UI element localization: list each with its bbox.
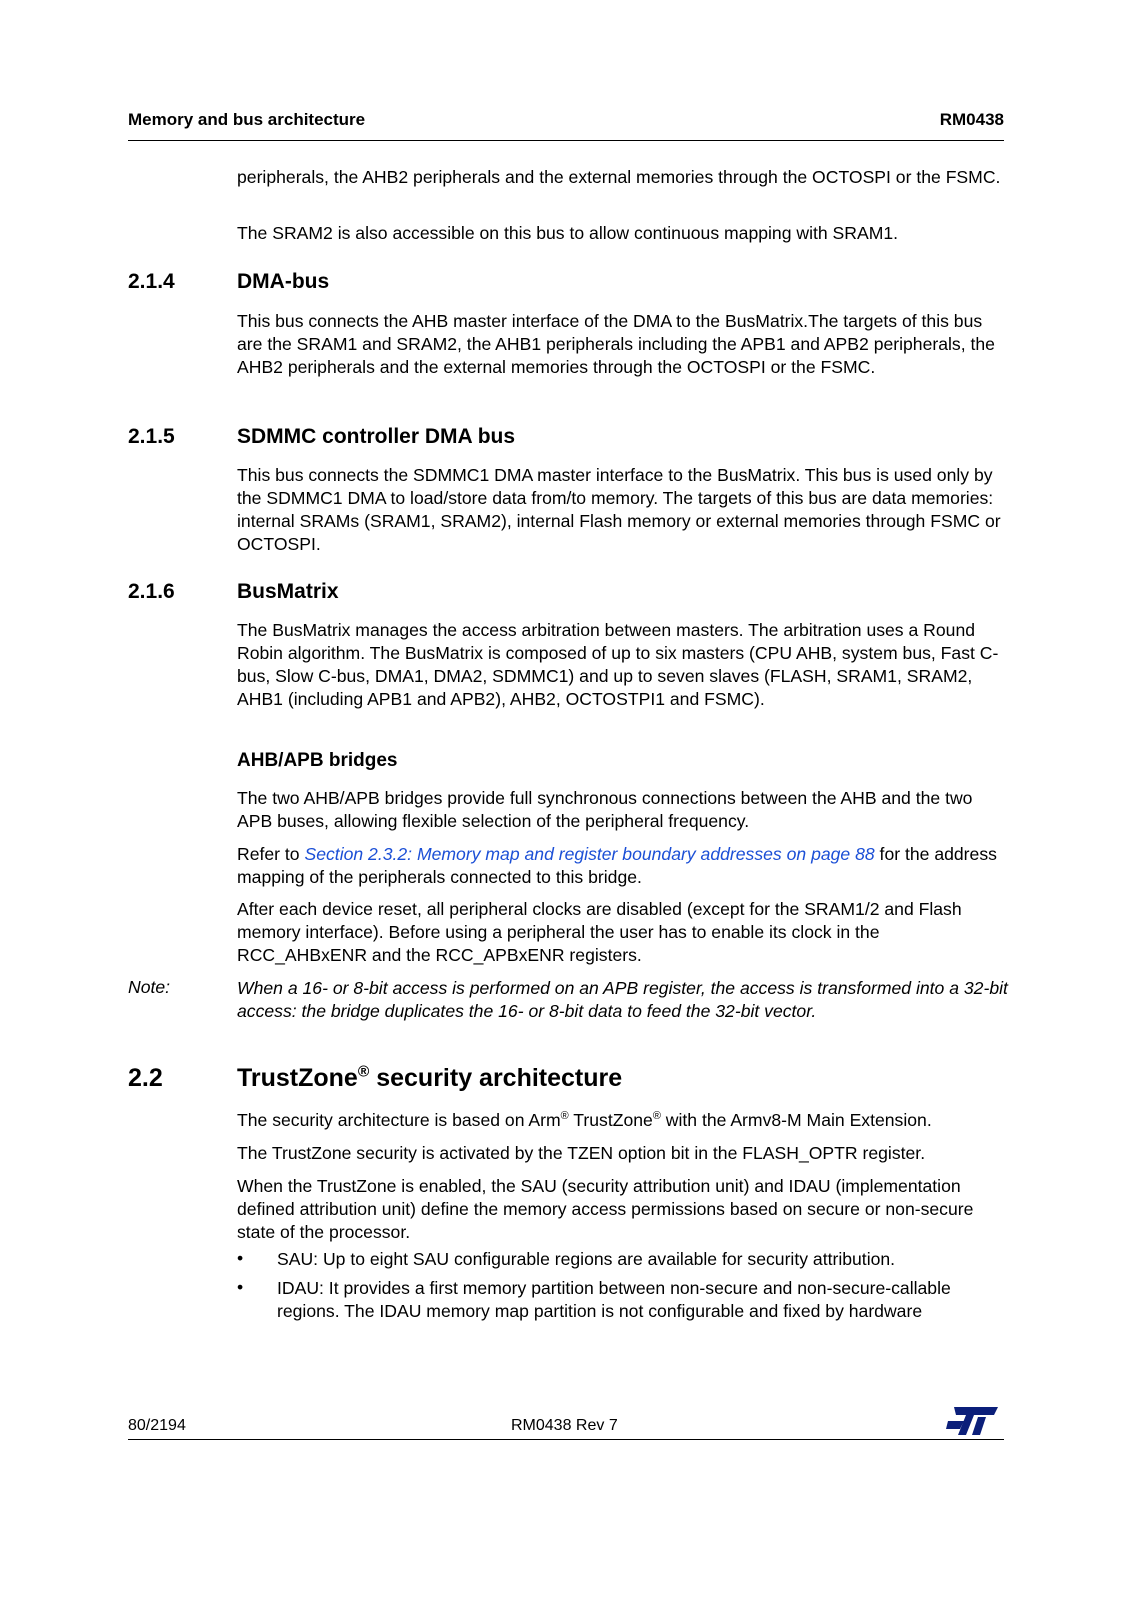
st-logo-icon: [944, 1405, 1000, 1437]
header-section-title: Memory and bus architecture: [128, 110, 366, 129]
bridges-paragraph-1: The two AHB/APB bridges provide full synchronous connections between the AHB and the two APB buses, allowing flexible selection of the peripheral frequency.: [237, 788, 973, 831]
section-2-1-6-number: 2.1.6: [128, 580, 175, 603]
note-label: Note:: [128, 977, 171, 997]
bridges-paragraph-2-suffix: for the address mapping of the peripherals connected to this bridge.: [237, 844, 997, 887]
bridges-paragraph-2: [237, 843, 1011, 889]
note-text: When a 16- or 8-bit access is performed on an APB register, the access is transformed into a 32-bit access: the bridge duplicates the 16- or 8-bit data to feed the 32-bit vector.: [237, 978, 1008, 1021]
registered-mark: ®: [357, 1063, 370, 1081]
registered-mark: ®: [560, 1110, 569, 1123]
intro-paragraph-1: peripherals, the AHB2 peripherals and the external memories through the OCTOSPI or the FSMC.: [237, 167, 1001, 187]
section-2-2-title-b: security architecture: [369, 1064, 623, 1092]
paragraph-1-part-a: The security architecture is based on Arm: [237, 1110, 561, 1130]
page-number: 80/2194: [128, 1417, 186, 1434]
section-2-1-5-number: 2.1.5: [128, 425, 175, 448]
section-2-2-paragraph-1: [237, 1109, 1011, 1132]
section-2-2-title: [237, 1064, 622, 1093]
section-2-1-5-paragraph: This bus connects the SDMMC1 DMA master interface to the BusMatrix. This bus is used only by the SDMMC1 DMA to load/store data from/to memory. The targets of this bus are data memories: internal SRAMs (SRAM1, SRAM2), internal Flash memory or external memories through FSMC or OCTOSPI.: [237, 465, 1001, 554]
section-2-1-4-number: 2.1.4: [128, 270, 175, 293]
bridges-paragraph-2-prefix: Refer to: [237, 844, 305, 864]
section-2-2-title-a: TrustZone: [237, 1064, 358, 1092]
paragraph-1-part-b: TrustZone: [568, 1110, 653, 1130]
bridges-paragraph-3: After each device reset, all peripheral clocks are disabled (except for the SRAM1/2 and Flash memory interface). Before using a peripheral the user has to enable its clock in the RCC_AHBxENR and the RCC_APBxENR registers.: [237, 899, 962, 965]
list-item: SAU: Up to eight SAU configurable regions are available for security attribution.: [277, 1249, 896, 1269]
section-2-1-6-paragraph: The BusMatrix manages the access arbitration between masters. The arbitration uses a Round Robin algorithm. The BusMatrix is composed of up to six masters (CPU AHB, system bus, Fast C-bus, Slow C-bus, DMA1, DMA2, SDMMC1) and up to seven slaves (FLASH, SRAM1, SRAM2, AHB1 (including APB1 and APB2), AHB2, OCTOSTPI1 and FSMC).: [237, 620, 999, 709]
bullet-icon: •: [237, 1248, 244, 1268]
paragraph-1-part-c: with the Armv8-M Main Extension.: [660, 1110, 932, 1130]
intro-paragraph-2: The SRAM2 is also accessible on this bus to allow continuous mapping with SRAM1.: [237, 223, 899, 243]
section-2-2-paragraph-2: The TrustZone security is activated by the TZEN option bit in the FLASH_OPTR register.: [237, 1143, 926, 1163]
page-footer: [128, 1413, 1004, 1440]
section-2-2-number: 2.2: [128, 1064, 163, 1092]
section-2-1-4-paragraph: This bus connects the AHB master interface of the DMA to the BusMatrix.The targets of this bus are the SRAM1 and SRAM2, the AHB1 peripherals including the APB1 and APB2 peripherals, the AHB2 peripherals and the external memories through the OCTOSPI or the FSMC.: [237, 311, 995, 377]
section-2-3-2-link[interactable]: Section 2.3.2: Memory map and register boundary addresses on page 88: [304, 844, 875, 864]
registered-mark: ®: [652, 1110, 661, 1123]
header-doc-id: RM0438: [939, 110, 1004, 129]
section-2-1-4-title: DMA-bus: [237, 270, 330, 293]
document-revision: RM0438 Rev 7: [511, 1417, 618, 1434]
section-2-1-5-title: SDMMC controller DMA bus: [237, 425, 516, 448]
list-item: IDAU: It provides a first memory partition between non-secure and non-secure-callable regions. The IDAU memory map partition is not configurable and fixed by hardware: [277, 1278, 951, 1321]
bridges-heading: AHB/APB bridges: [237, 750, 398, 771]
section-2-2-paragraph-3: When the TrustZone is enabled, the SAU (security attribution unit) and IDAU (implementation defined attribution unit) define the memory access permissions based on secure or non-secure state of the processor.: [237, 1176, 974, 1242]
bullet-icon: •: [237, 1277, 244, 1297]
page-header: [128, 110, 1004, 141]
section-2-1-6-title: BusMatrix: [237, 580, 339, 603]
